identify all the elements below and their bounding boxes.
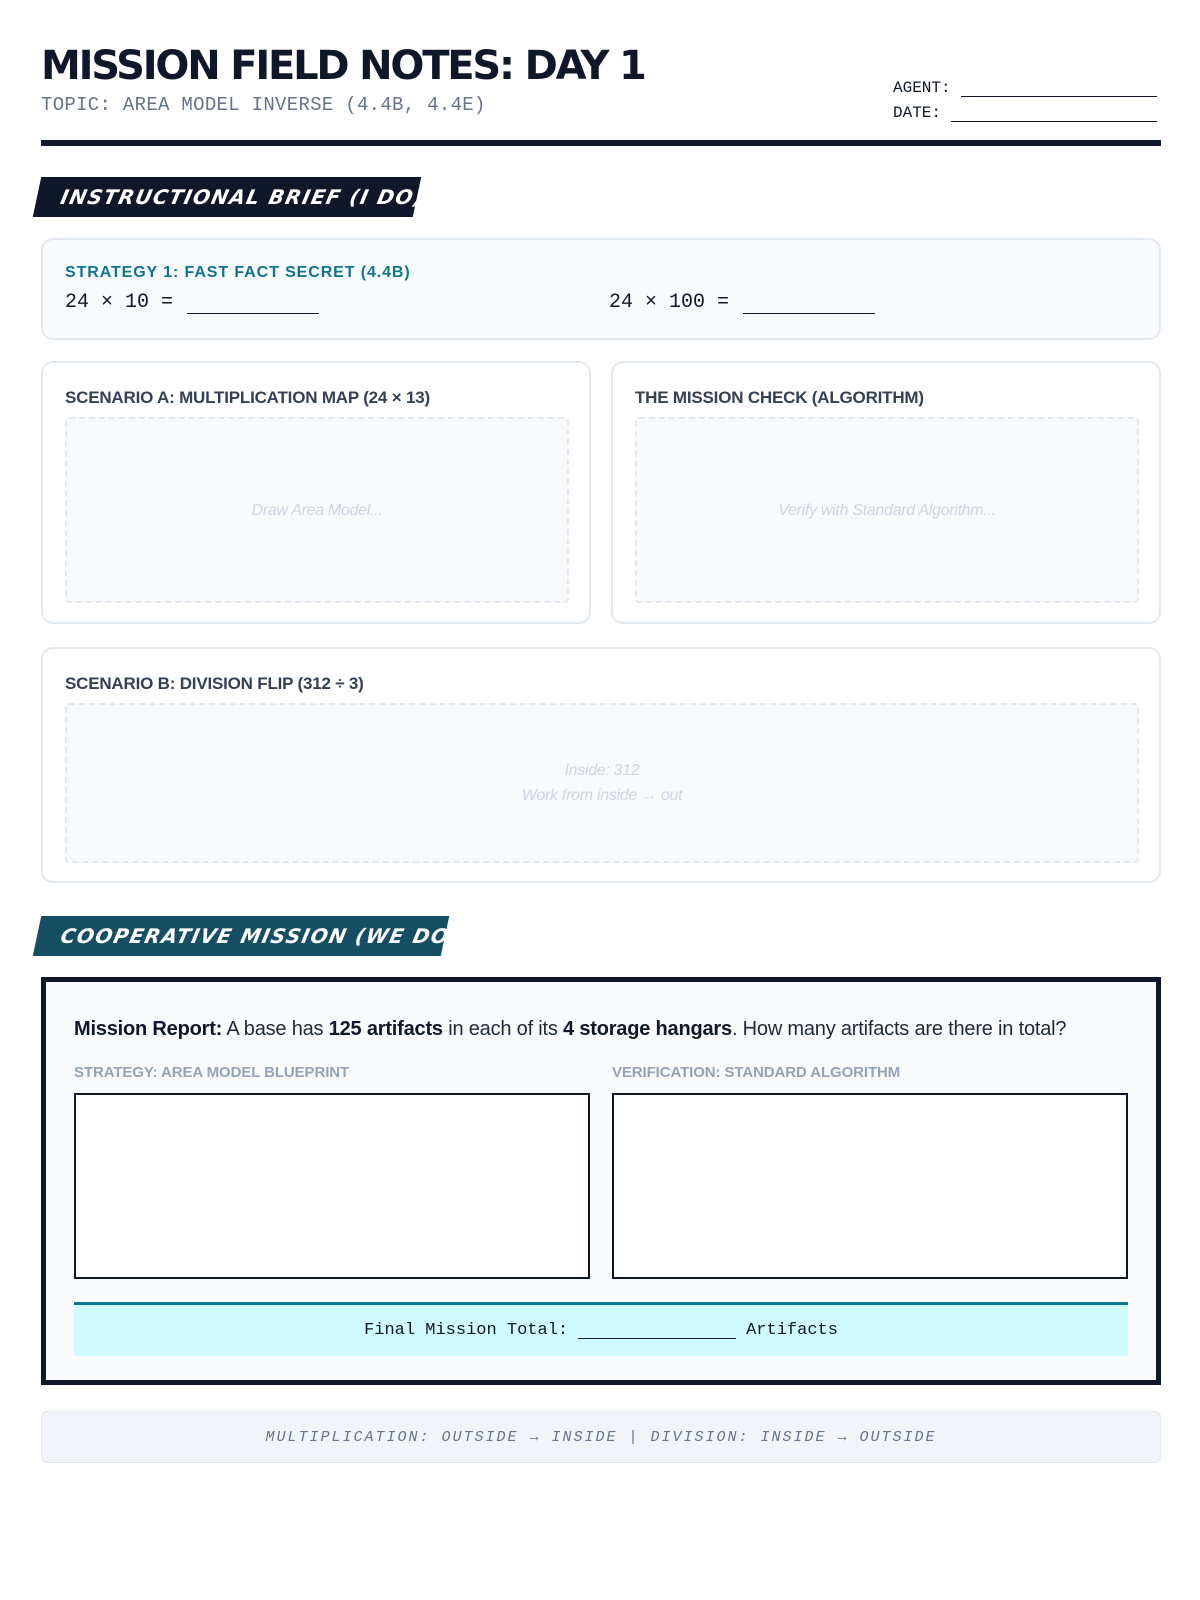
agent-row bbox=[893, 72, 1157, 97]
worksheet-header bbox=[41, 0, 1161, 148]
agent-blank[interactable] bbox=[961, 82, 1157, 97]
fact-24x10-text: 24 × 10 = bbox=[65, 291, 174, 314]
standard-algorithm-label: VERIFICATION: STANDARD ALGORITHM bbox=[612, 1064, 901, 1081]
scenario-a-hint: Draw Area Model... bbox=[251, 501, 383, 519]
mission-report-box bbox=[41, 977, 1161, 1385]
mission-check-hint: Verify with Standard Algorithm... bbox=[778, 501, 996, 519]
scenario-b-card bbox=[41, 647, 1161, 883]
topic-line: TOPIC: AREA MODEL INVERSE (4.4B, 4.4E) bbox=[41, 94, 486, 116]
instructional-brief-title: INSTRUCTIONAL BRIEF (I DO) bbox=[58, 185, 428, 209]
strategy-card bbox=[41, 238, 1161, 340]
mission-report-part3: . How many artifacts are there in total? bbox=[731, 1018, 1067, 1040]
mission-report-lead: Mission Report: bbox=[74, 1018, 223, 1040]
scenario-b-label: SCENARIO B: DIVISION FLIP (312 ÷ 3) bbox=[65, 674, 364, 693]
cooperative-mission-banner bbox=[33, 916, 463, 956]
scenario-b-hint-line2: Work from inside → out bbox=[521, 787, 683, 804]
scenario-a-card bbox=[41, 361, 591, 624]
fact-24x100-blank[interactable] bbox=[743, 296, 875, 314]
fact-24x10-blank[interactable] bbox=[187, 296, 319, 314]
final-total-label: Final Mission Total: bbox=[364, 1321, 569, 1340]
date-blank[interactable] bbox=[951, 107, 1157, 122]
mission-report-artifacts: 125 artifacts bbox=[328, 1018, 443, 1040]
area-model-work-box[interactable] bbox=[74, 1093, 590, 1279]
header-divider bbox=[41, 140, 1161, 146]
footer-text: MULTIPLICATION: OUTSIDE → INSIDE | DIVISION: INSIDE → OUTSIDE bbox=[265, 1428, 937, 1446]
agent-label: AGENT: bbox=[893, 79, 951, 97]
mission-report-part2: in each of its bbox=[442, 1018, 564, 1040]
mission-check-drawing-area[interactable] bbox=[635, 417, 1139, 603]
mission-report-hangars: 4 storage hangars bbox=[563, 1018, 732, 1040]
final-total-blank[interactable] bbox=[578, 1323, 736, 1339]
worksheet-page bbox=[41, 0, 1161, 1446]
agent-date-fields bbox=[893, 72, 1157, 122]
scenario-b-drawing-area[interactable] bbox=[65, 703, 1139, 863]
scenario-a-drawing-area[interactable] bbox=[65, 417, 569, 603]
date-label: DATE: bbox=[893, 104, 942, 122]
standard-algorithm-work-box[interactable] bbox=[612, 1093, 1128, 1279]
mission-report-part1: A base has bbox=[222, 1018, 329, 1040]
fact-24x100 bbox=[609, 291, 875, 314]
final-total-bar bbox=[74, 1302, 1128, 1356]
scenario-a-label: SCENARIO A: MULTIPLICATION MAP (24 × 13) bbox=[65, 388, 430, 407]
final-total-unit: Artifacts bbox=[746, 1321, 838, 1340]
page-title: MISSION FIELD NOTES: DAY 1 bbox=[41, 43, 645, 89]
mission-check-label: THE MISSION CHECK (ALGORITHM) bbox=[635, 388, 924, 407]
scenario-b-hint-line1: Inside: 312 bbox=[564, 762, 640, 779]
mission-report-text bbox=[74, 1018, 1066, 1041]
strategy-reminder-footer bbox=[41, 1411, 1161, 1463]
fact-24x10 bbox=[65, 291, 319, 314]
area-model-blueprint-label: STRATEGY: AREA MODEL BLUEPRINT bbox=[74, 1064, 350, 1081]
fact-24x100-text: 24 × 100 = bbox=[609, 291, 730, 314]
strategy-label: STRATEGY 1: FAST FACT SECRET (4.4B) bbox=[65, 264, 411, 281]
instructional-brief-banner bbox=[33, 177, 428, 217]
cooperative-mission-title: COOPERATIVE MISSION (WE DO) bbox=[58, 924, 463, 948]
date-row bbox=[893, 97, 1157, 122]
mission-check-card bbox=[611, 361, 1161, 624]
